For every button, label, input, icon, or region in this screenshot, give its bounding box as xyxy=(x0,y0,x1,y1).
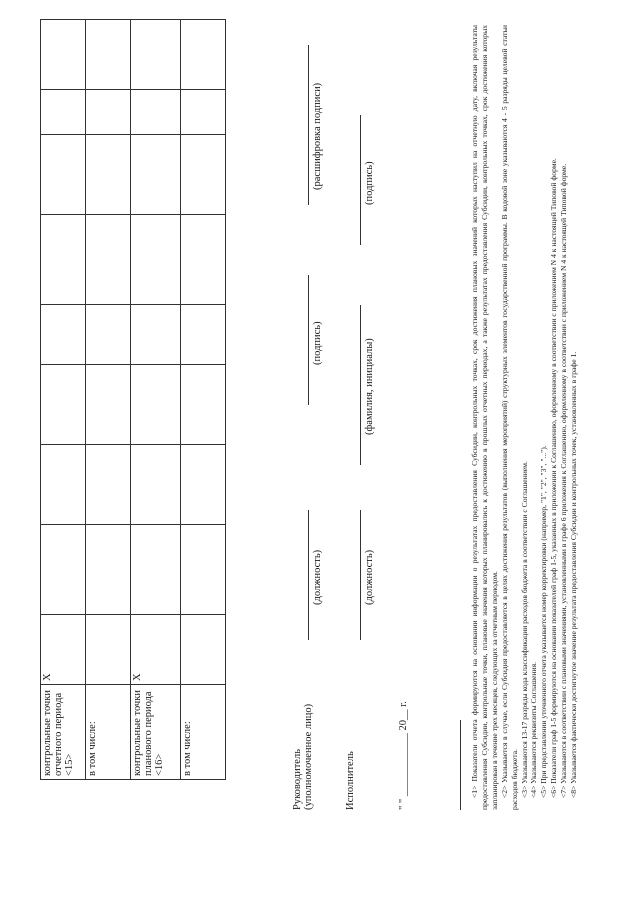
table-row xyxy=(131,20,181,780)
executor-position-caption: (должность) xyxy=(364,549,375,605)
footnote-separator xyxy=(460,720,461,810)
table-row xyxy=(86,20,131,780)
executor-signature-caption: (подпись) xyxy=(364,161,375,205)
position-caption: (должность) xyxy=(312,549,323,605)
row-label: контрольные точки отчетного периода <15> xyxy=(41,685,86,780)
report-table xyxy=(40,19,226,780)
footnote: <4> Указываются реквизиты Соглашения. xyxy=(529,662,539,798)
signature-caption: (подпись) xyxy=(312,321,323,365)
executor-label: Исполнитель xyxy=(345,751,356,810)
footnote: <8> Указывается фактически достигнутое значение результата предоставления Субсидии и контрольных точек, установленных в графе 1. xyxy=(569,351,579,798)
row-label: в том числе: xyxy=(181,685,226,780)
row-label: контрольные точки планового периода <16> xyxy=(131,685,181,780)
footnote: <7> Указываются в соответствии с плановыми значениями, установленными в графе 6 приложения к Соглашению, оформленному в соответствии с приложением N 4 к настоящей Типовой форме. xyxy=(559,163,569,798)
footnote: <5> При представлении уточненного отчета указывается номер корректировки (например, "1", "2", "3", "..."). xyxy=(539,445,549,798)
row-label: в том числе: xyxy=(86,685,131,780)
executor-signature-line xyxy=(360,115,361,245)
footnote: <3> Указываются 13-17 разряды кода классификации расходов бюджета в соответствии с Соглашением. xyxy=(519,461,529,798)
decoding-caption: (расшифровка подписи) xyxy=(312,82,323,190)
cell-x: X xyxy=(41,615,86,685)
footnote: <6> Показатели граф 1-5 формируются на основании показателей граф 1-5, указанных в приложении к Соглашению, оформленному в соответствии с приложением N 4 к настоящей Типовой форме. xyxy=(549,158,559,798)
decoding-line xyxy=(308,45,309,205)
executor-position-line xyxy=(360,510,361,640)
position-line xyxy=(308,510,309,640)
table-row xyxy=(41,20,86,780)
footnotes xyxy=(470,25,579,810)
head-label: Руководитель (уполномоченное лицо) xyxy=(292,703,314,810)
table-row xyxy=(181,20,226,780)
footnote: <1> Показатели отчета формируются на основании информации о результатах предоставления Субсидии, контрольных точках, срок достижения плановых значений которых наступил на отчетную дату, включая результаты предоставления Субсидии, контрольные точки, плановые значения которых планировались к достижению в прошлых отчетных периодах, а также результатах предоставления Субсидии, контрольных точках, срок достижения которых запланирован в течение трех месяцев, следующих за отчетным периодом. xyxy=(470,25,499,810)
footnote: <2> Указывается в случае, если Субсидия предоставляется в целях достижения результатов (выполнения мероприятий) структурных элементов государственной программы. В кодовой зоне указываются 4 - 5 разряды целевой статьи расходов бюджета. xyxy=(499,25,519,810)
signature-line xyxy=(308,275,309,405)
cell-x: X xyxy=(131,615,181,685)
executor-name-line xyxy=(360,305,361,465)
executor-name-caption: (фамилия, инициалы) xyxy=(364,338,375,435)
date-line: " " ____________ 20__ г. xyxy=(398,701,409,810)
